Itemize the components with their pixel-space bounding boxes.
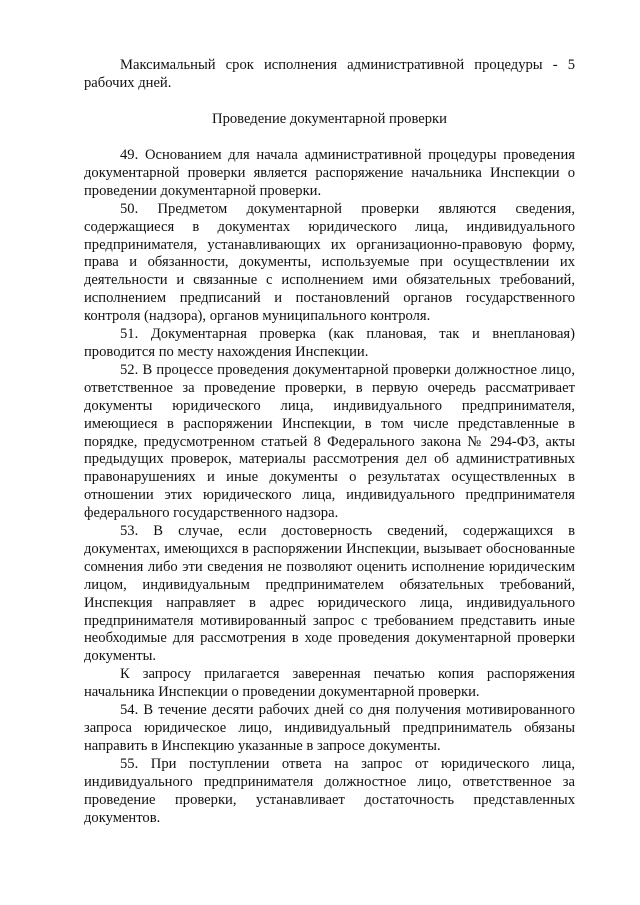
paragraph-49: 49. Основанием для начала административной процедуры проведения документарной проверки является распоряжение начальника Инспекции о проведении документарной проверки.: [84, 147, 575, 199]
paragraph-51: 51. Документарная проверка (как плановая, так и внеплановая) проводится по месту нахождения Инспекции.: [84, 326, 575, 360]
body-block: [84, 147, 575, 827]
paragraph-request-attachment: К запросу прилагается заверенная печатью копия распоряжения начальника Инспекции о проведении документарной проверки.: [84, 666, 575, 701]
section-heading: Проведение документарной проверки: [212, 111, 447, 127]
intro-block: [84, 57, 575, 93]
paragraph-55: 55. При поступлении ответа на запрос от юридического лица, индивидуального предпринимателя должностное лицо, ответственное за проведение проверки, устанавливает достаточность представленных документов.: [84, 755, 575, 826]
intro-paragraph: Максимальный срок исполнения административной процедуры - 5 рабочих дней.: [84, 57, 575, 91]
paragraph-52: 52. В процессе проведения документарной проверки должностное лицо, ответственное за проведение проверки, в первую очередь рассматривает документы юридического лица, индивидуального предпринимателя, имеющиеся в распоряжении Инспекции, в том числе представленные в порядке, предусмотренном статьей 8 Федерального закона № 294-ФЗ, акты предыдущих проверок, материалы рассмотрения дел об административных правонарушениях и иные документы о результатах осуществленных в отношении этих юридического лица, индивидуального предпринимателя федерального государственного надзора.: [84, 361, 575, 522]
paragraph-54: 54. В течение десяти рабочих дней со дня получения мотивированного запроса юридическое лицо, индивидуальный предприниматель обязаны направить в Инспекцию указанные в запросе документы.: [84, 702, 575, 754]
paragraph-53: 53. В случае, если достоверность сведений, содержащихся в документах, имеющихся в распоряжении Инспекции, вызывает обоснованные сомнения либо эти сведения не позволяют оценить исполнение юридическим лицом, индивидуальным предпринимателем обязательных требований, Инспекция направляет в адрес юридического лица, индивидуального предпринимателя мотивированный запрос с требованием представить иные необходимые для рассмотрения в ходе проведения документарной проверки документы.: [84, 523, 575, 665]
heading-block: [84, 111, 575, 129]
paragraph-50: 50. Предметом документарной проверки являются сведения, содержащиеся в документах юридического лица, индивидуального предпринимателя, устанавливающих их организационно-правовую форму, права и обязанности, документы, используемые при осуществлении их деятельности и связанные с исполнением ими обязательных требований, исполнением предписаний и постановлений органов государственного контроля (надзора), органов муниципального контроля.: [84, 200, 575, 325]
